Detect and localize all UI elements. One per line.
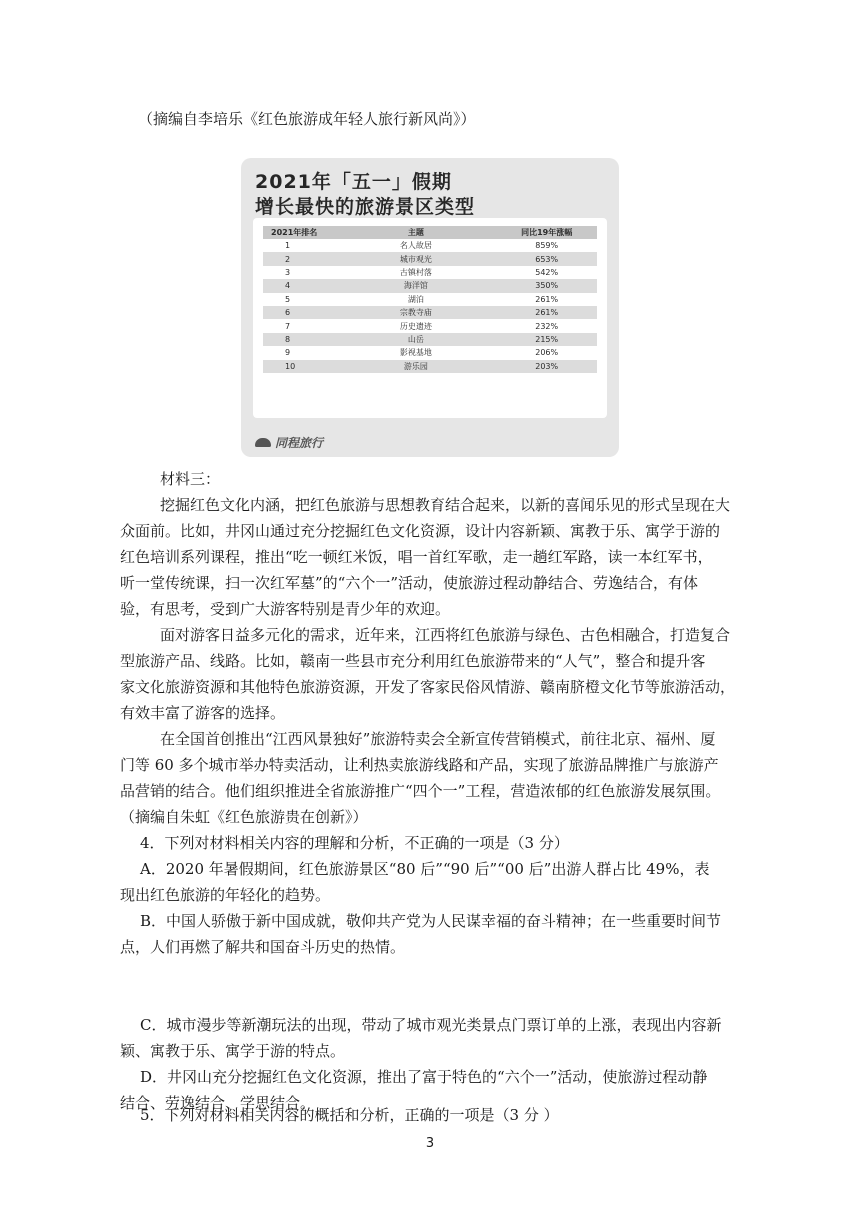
- figure-title: [255, 170, 475, 220]
- growth-cell: 653%: [496, 252, 597, 265]
- column-header-theme: 主题: [335, 226, 496, 239]
- brand-icon: [255, 438, 271, 447]
- table-row: [263, 346, 597, 359]
- table-row: [263, 266, 597, 279]
- figure-title-line-1: 2021年「五一」假期: [255, 171, 452, 193]
- question-4-option-a: A．2020 年暑假期间，红色旅游景区“80 后”“90 后”“00 后”出游人群占比 49%，表: [140, 860, 710, 878]
- table-row: [263, 319, 597, 332]
- growth-cell: 203%: [496, 360, 597, 373]
- paragraph-line: 有效丰富了游客的选择。: [120, 704, 286, 722]
- brand-name: 同程旅行: [275, 436, 324, 450]
- growth-cell: 261%: [496, 306, 597, 319]
- paragraph-line: 面对游客日益多元化的需求，近年来，江西将红色旅游与绿色、古色相融合，打造复合: [160, 626, 731, 644]
- rank-cell: 1: [263, 239, 335, 252]
- table-row: [263, 333, 597, 346]
- question-4-option-d: D．井冈山充分挖掘红色文化资源，推出了富于特色的“六个一”活动，使旅游过程动静: [140, 1068, 708, 1086]
- rank-cell: 6: [263, 306, 335, 319]
- table-row: [263, 252, 597, 265]
- figure-title-line-2: 增长最快的旅游景区类型: [255, 196, 476, 218]
- material-citation: （摘编自朱虹《红色旅游贵在创新》）: [120, 808, 368, 826]
- theme-cell: 影视基地: [335, 346, 496, 359]
- question-4-option-d-cont: 结合、劳逸结合、学思结合。: [120, 1094, 316, 1112]
- paragraph-line: 验，有思考，受到广大游客特别是青少年的欢迎。: [120, 600, 451, 618]
- paragraph-line: 红色培训系列课程，推出“吃一顿红米饭，唱一首红军歌，走一趟红军路，读一本红军书，: [120, 548, 713, 566]
- column-header-growth: 同比19年涨幅: [496, 226, 597, 239]
- paragraph-line: 挖掘红色文化内涵，把红色旅游与思想教育结合起来，以新的喜闻乐见的形式呈现在大: [160, 496, 731, 514]
- table-row: [263, 293, 597, 306]
- paragraph-line: 听一堂传统课，扫一次红军墓”的“六个一”活动，使旅游过程动静结合、劳逸结合，有体: [120, 574, 699, 592]
- ranking-table: [263, 226, 597, 373]
- theme-cell: 海洋馆: [335, 279, 496, 292]
- rank-cell: 4: [263, 279, 335, 292]
- rank-cell: 8: [263, 333, 335, 346]
- theme-cell: 山岳: [335, 333, 496, 346]
- question-4-option-b: B．中国人骄傲于新中国成就，敬仰共产党为人民谋幸福的奋斗精神；在一些重要时间节: [140, 912, 722, 930]
- growth-cell: 261%: [496, 293, 597, 306]
- rank-cell: 7: [263, 319, 335, 332]
- rank-cell: 3: [263, 266, 335, 279]
- paragraph-line: 在全国首创推出“江西风景独好”旅游特卖会全新宣传营销模式，前往北京、福州、厦: [160, 730, 716, 748]
- figure-table-panel: [253, 218, 607, 418]
- paragraph-line: 众面前。比如，井冈山通过充分挖掘红色文化资源，设计内容新颖、寓教于乐、寓学于游的: [120, 522, 721, 540]
- growth-cell: 215%: [496, 333, 597, 346]
- rank-cell: 9: [263, 346, 335, 359]
- rank-cell: 10: [263, 360, 335, 373]
- table-row: [263, 239, 597, 252]
- growth-cell: 232%: [496, 319, 597, 332]
- question-4-option-c-cont: 颖、寓教于乐、寓学于游的特点。: [120, 1042, 346, 1060]
- table-row: [263, 360, 597, 373]
- growth-cell: 859%: [496, 239, 597, 252]
- table-row: [263, 279, 597, 292]
- ranking-figure: [241, 158, 619, 457]
- question-5-stem: 5．下列对材料相关内容的概括和分析，正确的一项是（3 分 ）: [140, 1106, 559, 1124]
- growth-cell: 542%: [496, 266, 597, 279]
- theme-cell: 城市观光: [335, 252, 496, 265]
- question-4-option-b-cont: 点，人们再燃了解共和国奋斗历史的热情。: [120, 938, 406, 956]
- theme-cell: 名人故居: [335, 239, 496, 252]
- paragraph-line: 家文化旅游资源和其他特色旅游资源，开发了客家民俗风情游、赣南脐橙文化节等旅游活动，: [120, 678, 736, 696]
- theme-cell: 游乐园: [335, 360, 496, 373]
- question-4-option-a-cont: 现出红色旅游的年轻化的趋势。: [120, 886, 331, 904]
- growth-cell: 350%: [496, 279, 597, 292]
- table-row: [263, 306, 597, 319]
- theme-cell: 湖泊: [335, 293, 496, 306]
- theme-cell: 宗教寺庙: [335, 306, 496, 319]
- question-4-stem: 4．下列对材料相关内容的理解和分析，不正确的一项是（3 分）: [140, 834, 569, 852]
- brand-logo: [255, 434, 323, 451]
- material-heading: 材料三：: [160, 470, 221, 488]
- rank-cell: 2: [263, 252, 335, 265]
- page-number: 3: [425, 1136, 435, 1151]
- rank-cell: 5: [263, 293, 335, 306]
- question-4-option-c: C．城市漫步等新潮玩法的出现，带动了城市观光类景点门票订单的上涨，表现出内容新: [140, 1016, 722, 1034]
- source-citation: （摘编自李培乐《红色旅游成年轻人旅行新风尚》）: [138, 110, 476, 128]
- column-header-rank: 2021年排名: [263, 226, 335, 239]
- theme-cell: 历史遗迹: [335, 319, 496, 332]
- paragraph-line: 型旅游产品、线路。比如，赣南一些县市充分利用红色旅游带来的“人气”，整合和提升客: [120, 652, 706, 670]
- table-header-row: [263, 226, 597, 239]
- paragraph-line: 门等 60 多个城市举办特卖活动，让利热卖旅游线路和产品，实现了旅游品牌推广与旅游产: [120, 756, 719, 774]
- growth-cell: 206%: [496, 346, 597, 359]
- theme-cell: 古镇村落: [335, 266, 496, 279]
- paragraph-line: 品营销的结合。他们组织推进全省旅游推广“四个一”工程，营造浓郁的红色旅游发展氛围。: [120, 782, 721, 800]
